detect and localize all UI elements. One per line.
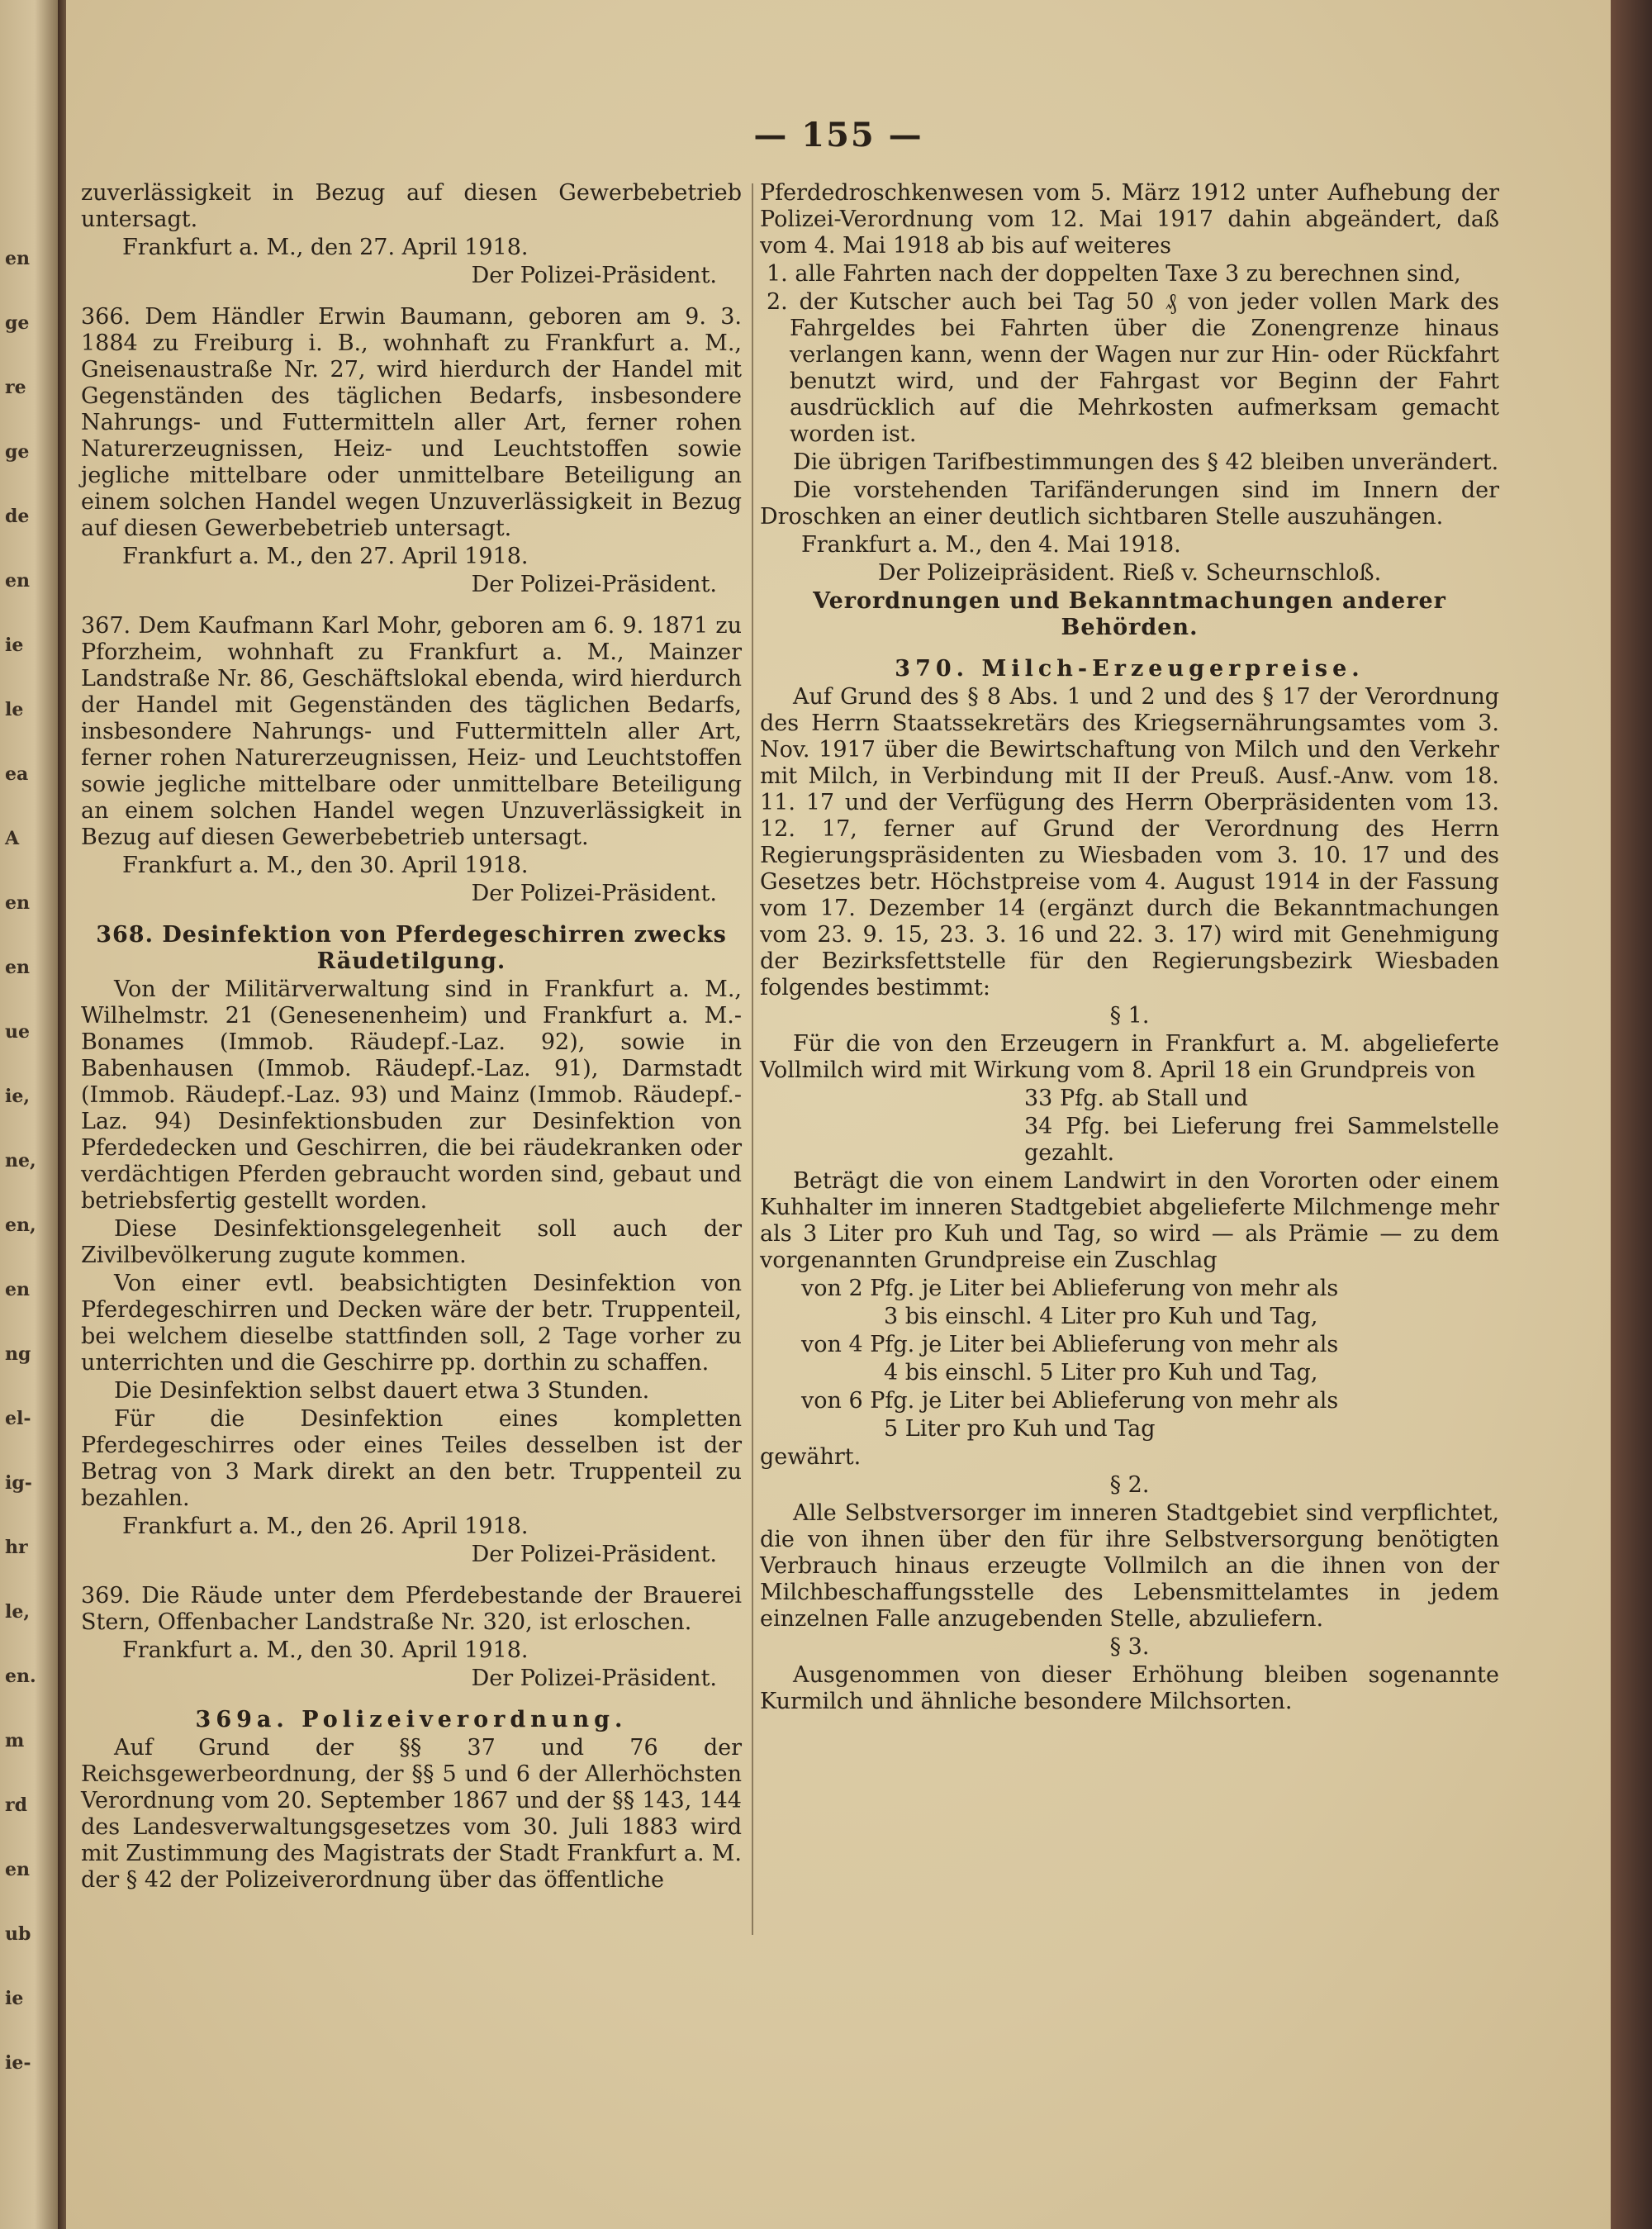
prev-page-fragment: ie [5, 634, 24, 656]
prev-page-fragment: ea [5, 763, 29, 785]
prev-page-fragment: m [5, 1730, 25, 1751]
paragraph-l6: Der Polizei-Präsident. [471, 572, 717, 597]
paragraph-r1: Pferdedroschkenwesen vom 5. März 1912 unter Aufhebung der Polizei-Verordnung vom 12. Mai 1917 dahin abgeändert, daß vom 4. Mai 1918 ab bis auf weiteres [760, 180, 1499, 259]
paragraph-r2: 1. alle Fahrten nach der doppelten Taxe 3 zu berechnen sind, [767, 261, 1461, 287]
paragraph-l9: Der Polizei-Präsident. [471, 881, 717, 906]
paragraph-r6: Frankfurt a. M., den 4. Mai 1918. [801, 532, 1181, 558]
paragraph-r25: § 3. [1109, 1634, 1150, 1660]
paragraph-l13: Von einer evtl. beabsichtigten Desinfektion von Pferdegeschirren und Decken wäre der betr. Truppenteil, bei welchem dieselbe stattfinden soll, 2 Tage vorher zu unterrichten und die Geschirre pp. dorthin zu schaffen. [81, 1271, 742, 1376]
prev-page-fragment: le, [5, 1601, 31, 1623]
paragraph-r4: Die übrigen Tarifbestimmungen des § 42 bleiben unverändert. [793, 449, 1499, 475]
paragraph-l4: 366. Dem Händler Erwin Baumann, geboren am 9. 3. 1884 zu Freiburg i. B., wohnhaft zu Frankfurt a. M., Gneisenaustraße Nr. 27, wird hierdurch der Handel mit Gegenständen des täglichen Bedarfs, insbesondere Nahrungs- und Futtermitteln aller Art, ferner rohen Naturerzeugnissen, Heiz- und Leuchtstoffen sowie jegliche mittelbare oder unmittelbare Beteiligung an einem solchen Handel wegen Unzuverlässigkeit in Bezug auf diesen Gewerbebetrieb untersagt. [81, 304, 742, 541]
left-column [81, 180, 742, 1895]
prev-page-fragment: el- [5, 1408, 31, 1429]
paragraph-l3: Der Polizei-Präsident. [471, 263, 717, 288]
prev-page-fragment: rd [5, 1794, 27, 1816]
paragraph-l21: 369a. Polizeiverordnung. [195, 1707, 628, 1732]
paragraph-r3: 2. der Kutscher auch bei Tag 50 ₰ von jeder vollen Mark des Fahrgeldes bei Fahrten über die Zonengrenze hinaus verlangen kann, wenn der Wagen nur zur Hin- oder Rückfahrt benutzt wird, und der Fahrgast vor Beginn der Fahrt ausdrücklich auf die Mehrkosten aufmerksam gemacht worden ist. [767, 289, 1499, 447]
prev-page-fragment: A [5, 828, 20, 849]
prev-page-fragment: en [5, 570, 30, 592]
paragraph-l8: Frankfurt a. M., den 30. April 1918. [122, 853, 529, 878]
right-column [760, 180, 1499, 1717]
prev-page-fragment: en. [5, 1666, 36, 1687]
prev-page-fragment: en [5, 1279, 30, 1300]
paragraph-r21: 5 Liter pro Kuh und Tag [884, 1416, 1156, 1442]
prev-page-fragment: ie, [5, 1086, 31, 1107]
prev-page-fragment: ig- [5, 1472, 32, 1494]
column-divider [752, 183, 753, 1935]
paragraph-l11: Von der Militärverwaltung sind in Frankfurt a. M., Wilhelmstr. 21 (Genesenenheim) und Frankfurt a. M.-Bonames (Immob. Räudepf.-Laz. 92), sowie in Babenhausen (Immob. Räudepf.-Laz. 91), Darmstadt (Immob. Räudepf.-Laz. 93) und Mainz (Immob. Räudepf.-Laz. 94) Desinfektionsbuden zur Desinfektion von Pferdedecken und Geschirren, die bei räudekranken oder verdächtigen Pferden gebraucht worden sind, gebaut und betriebsfertig gestellt worden. [81, 977, 742, 1214]
paragraph-l19: Frankfurt a. M., den 30. April 1918. [122, 1637, 529, 1663]
paragraph-l16: Frankfurt a. M., den 26. April 1918. [122, 1514, 529, 1539]
paragraph-l12: Diese Desinfektionsgelegenheit soll auch der Zivilbevölkerung zugute kommen. [81, 1216, 742, 1268]
prev-page-fragment: ge [5, 441, 30, 463]
paragraph-r15: Beträgt die von einem Landwirt in den Vororten oder einem Kuhhalter im inneren Stadtgebiet abgelieferte Milchmenge mehr als 3 Liter pro Kuh und Tag, so wird — als Prämie — zu dem vorgenannten Grundpreise ein Zuschlag [760, 1168, 1499, 1273]
prev-page-fragment: le [5, 699, 24, 720]
paragraph-l7: 367. Dem Kaufmann Karl Mohr, geboren am 6. 9. 1871 zu Pforzheim, wohnhaft zu Frankfurt a. M., Mainzer Landstraße Nr. 86, Geschäftslokal ebenda, wird hierdurch der Handel mit Gegenständen des täglichen Bedarfs, insbesondere Nahrungs- und Futtermitteln aller Art, ferner rohen Naturerzeugnissen, Heiz- und Leuchtstoffen sowie jegliche mittelbare oder unmittelbare Beteiligung an einem solchen Handel wegen Unzuverlässigkeit in Bezug auf diesen Gewerbebetrieb untersagt. [81, 613, 742, 850]
paragraph-l14: Die Desinfektion selbst dauert etwa 3 Stunden. [114, 1378, 650, 1404]
paragraph-r19: 4 bis einschl. 5 Liter pro Kuh und Tag, [884, 1360, 1318, 1385]
page-number: — 155 — [753, 116, 923, 154]
paragraph-r17: 3 bis einschl. 4 Liter pro Kuh und Tag, [884, 1304, 1318, 1329]
previous-page-edge [0, 0, 58, 2229]
prev-page-fragment: ie [5, 1988, 24, 2009]
prev-page-fragment: en [5, 248, 30, 269]
prev-page-fragment: en [5, 1859, 30, 1880]
paragraph-l17: Der Polizei-Präsident. [471, 1542, 717, 1567]
prev-page-fragment: ub [5, 1923, 31, 1945]
paragraph-r9: 370. Milch-Erzeugerpreise. [895, 656, 1365, 682]
prev-page-fragment: en [5, 957, 30, 978]
paragraph-l20: Der Polizei-Präsident. [471, 1666, 717, 1691]
paragraph-r10: Auf Grund des § 8 Abs. 1 und 2 und des § 17 der Verordnung des Herrn Staatssekretärs des Kriegsernährungsamtes vom 3. Nov. 1917 über die Bewirtschaftung von Milch und den Verkehr mit Milch, in Verbindung mit II der Preuß. Ausf.-Anw. vom 18. 11. 17 und der Verfügung des Herrn Oberpräsidenten vom 13. 12. 17, ferner auf Grund der Verordnung des Herrn Regierungspräsidenten zu Wiesbaden vom 3. 10. 17 und des Gesetzes betr. Höchstpreise vom 4. August 1914 in der Fassung vom 17. Dezember 14 (ergänzt durch die Bekanntmachungen vom 23. 9. 15, 23. 3. 16 und 22. 3. 17) wird mit Genehmigung der Bezirksfettstelle für den Regierungsbezirk Wiesbaden folgendes bestimmt: [760, 684, 1499, 1000]
prev-page-fragment: ng [5, 1343, 31, 1365]
paragraph-l1: zuverlässigkeit in Bezug auf diesen Gewerbebetrieb untersagt. [81, 180, 742, 232]
prev-page-fragment: ue [5, 1021, 30, 1043]
prev-page-fragment: ge [5, 312, 30, 334]
paragraph-l5: Frankfurt a. M., den 27. April 1918. [122, 544, 529, 569]
document-page [66, 0, 1611, 2229]
prev-page-fragment: re [5, 377, 26, 398]
paragraph-r12: Für die von den Erzeugern in Frankfurt a. M. abgelieferte Vollmilch wird mit Wirkung vom 8. April 18 ein Grundpreis von [760, 1031, 1499, 1083]
paragraph-l10: 368. Desinfektion von Pferdegeschirren zwecks Räudetilgung. [96, 922, 727, 974]
paragraph-r13: 33 Pfg. ab Stall und [1024, 1086, 1248, 1111]
paragraph-r14: 34 Pfg. bei Lieferung frei Sammelstelle gezahlt. [1024, 1114, 1499, 1166]
prev-page-fragment: ne, [5, 1150, 36, 1172]
paragraph-r18: von 4 Pfg. je Liter bei Ablieferung von mehr als [801, 1332, 1339, 1357]
paragraph-r24: Alle Selbstversorger im inneren Stadtgebiet sind verpflichtet, die von ihnen über den für ihre Selbstversorgung benötigten Verbrauch hinaus erzeugte Vollmilch an die ihnen von der Milchbeschaffungsstelle des Lebensmittelamtes in jedem einzelnen Falle anzugebenden Stelle, abzuliefern. [760, 1500, 1499, 1632]
paragraph-r26: Ausgenommen von dieser Erhöhung bleiben sogenannte Kurmilch und ähnliche besondere Milchsorten. [760, 1662, 1499, 1714]
paragraph-r22: gewährt. [760, 1444, 862, 1470]
paragraph-l22: Auf Grund der §§ 37 und 76 der Reichsgewerbeordnung, der §§ 5 und 6 der Allerhöchsten Verordnung vom 20. September 1867 und der §§ 143, 144 des Landesverwaltungsgesetzes vom 30. Juli 1883 wird mit Zustimmung des Magistrats der Stadt Frankfurt a. M. der § 42 der Polizeiverordnung über das öffentliche [81, 1735, 742, 1893]
prev-page-fragment: hr [5, 1537, 28, 1558]
book-cover-edge [1611, 0, 1652, 2229]
book-gutter [58, 0, 66, 2229]
paragraph-r7: Der Polizeipräsident. Rieß v. Scheurnschloß. [877, 560, 1382, 586]
paragraph-r5: Die vorstehenden Tarifänderungen sind im Innern der Droschken an einer deutlich sichtbaren Stelle auszuhängen. [760, 478, 1499, 530]
paragraph-l18: 369. Die Räude unter dem Pferdebestande der Brauerei Stern, Offenbacher Landstraße Nr. 320, ist erloschen. [81, 1583, 742, 1635]
prev-page-fragment: en [5, 892, 30, 914]
prev-page-fragment: en, [5, 1214, 36, 1236]
prev-page-fragment: de [5, 506, 30, 527]
prev-page-fragment: ie- [5, 2052, 31, 2074]
paragraph-r11: § 1. [1109, 1003, 1150, 1029]
paragraph-r8: Verordnungen und Bekanntmachungen anderer Behörden. [813, 588, 1446, 640]
paragraph-r20: von 6 Pfg. je Liter bei Ablieferung von mehr als [801, 1388, 1339, 1414]
paragraph-l15: Für die Desinfektion eines kompletten Pferdegeschirres oder eines Teiles desselben ist der Betrag von 3 Mark direkt an den betr. Truppenteil zu bezahlen. [81, 1406, 742, 1511]
paragraph-l2: Frankfurt a. M., den 27. April 1918. [122, 235, 529, 260]
paragraph-r23: § 2. [1109, 1472, 1150, 1498]
paragraph-r16: von 2 Pfg. je Liter bei Ablieferung von mehr als [801, 1276, 1339, 1301]
